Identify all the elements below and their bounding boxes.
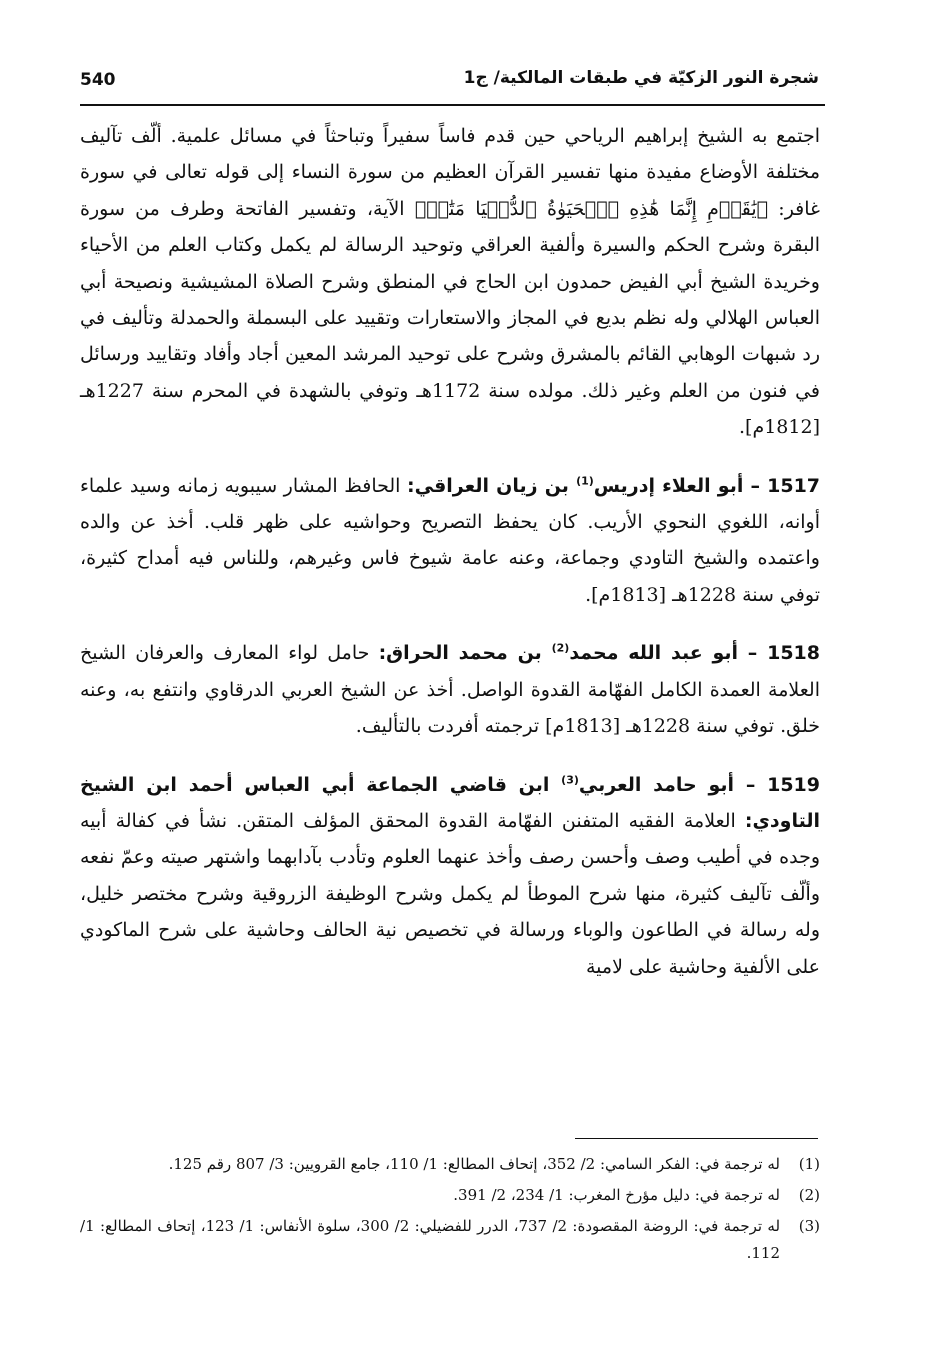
entry-heading-rest: بن محمد الحراق: — [378, 642, 552, 665]
entry-1518 — [80, 635, 820, 744]
main-text — [80, 118, 820, 985]
running-title: شجرة النور الزكيّة في طبقات المالكية/ ج1 — [463, 68, 819, 88]
page-number: 540 — [80, 70, 116, 90]
entry-heading-rest: ابن قاضي الجماعة أبي العباس أحمد ابن الشيخ التاودي: — [80, 773, 820, 832]
footnote-2 — [80, 1182, 820, 1209]
footnote-number: (1) — [798, 1155, 820, 1173]
footnote-text: له ترجمة في: دليل مؤرخ المغرب: 1/ 234، 2/ 391. — [453, 1186, 780, 1204]
entry-heading-name: 1519 – أبو حامد العربي — [578, 773, 820, 796]
entry-text: الحافظ المشار سيبويه زمانه وسيد علماء أوانه، اللغوي النحوي الأريب. كان يحفظ التصريح وحواشيه على ظهر قلب. أخذ عن والده واعتمده والشيخ التاودي وجماعة، وعنه عامة شيوخ فاس وغيرهم، وللناس فيه أمداح كثيرة، توفي سنة 1228هـ [1813م]. — [80, 474, 820, 606]
footnote-3 — [80, 1213, 820, 1267]
footnote-ref: (2) — [551, 641, 570, 655]
footnote-ref: (1) — [576, 474, 594, 488]
footnotes — [80, 1151, 820, 1271]
footnote-ref: (3) — [561, 773, 579, 787]
footnote-rule — [575, 1138, 818, 1139]
entry-1519 — [80, 767, 820, 985]
entry-heading-name: 1518 – أبو عبد الله محمد — [569, 642, 820, 665]
entry-text: حامل لواء المعارف والعرفان الشيخ العلامة العمدة الكامل الفهّامة القدوة الواصل. أخذ عن الشيخ العربي الدرقاوي وانتفع به، وعنه خلق. توفي سنة 1228هـ [1813م] ترجمته أفردت بالتأليف. — [80, 642, 820, 738]
footnote-1 — [80, 1151, 820, 1178]
footnote-number: (2) — [798, 1186, 820, 1204]
footnote-text: له ترجمة في: الفكر السامي: 2/ 352، إتحاف المطالع: 1/ 110، جامع القرويين: 3/ 807 رقم 125. — [168, 1155, 780, 1173]
entry-heading-rest: بن زيان العراقي: — [407, 474, 577, 497]
header-rule — [80, 104, 825, 106]
entry-text: العلامة الفقيه المتفنن الفهّامة القدوة المحقق المؤلف المتقن. نشأ في كفالة أبيه وجده في أطيب وصف وأحسن رصف وأخذ عنهما العلوم وتأدب بآدابهما واشتهر صيته وعمّ نفعه وألّف تآليف كثيرة، منها شرح الموطأ لم يكمل وشرح الوظيفة الزروقية وشرح مختصر خليل، وله رسالة في الطاعون والوباء ورسالة في تخصيص نية الحالف وحاشية على شرح الماكودي على الألفية وحاشية على لامية — [80, 809, 820, 978]
page-header — [80, 70, 819, 104]
entry-heading — [379, 642, 820, 664]
intro-paragraph: اجتمع به الشيخ إبراهيم الرياحي حين قدم فاساً سفيراً وتباحثاً في مسائل علمية. ألّف تآليف مختلفة الأوضاع مفيدة منها تفسير القرآن العظيم من سورة النساء إلى قوله تعالى في سورة غافر: ﴿يَٰقَوۡمِ إِنَّمَا هَٰذِهِ ٱلۡحَيَوٰةُ ٱلدُّنۡيَا مَتَٰعٞ﴾ الآية، وتفسير الفاتحة وطرف من سورة البقرة وشرح الحكم والسيرة وألفية العراقي وتوحيد الرسالة لم يكمل وكتاب العلم من الأحياء وخريدة الشيخ أبي الفيض حمدون ابن الحاج في المنطق وشرح الصلاة المشيشية ونصيحة أبي العباس الهلالي وله نظم بديع في المجاز والاستعارات وتقييد على البسملة والحمدلة وتأليف في رد شبهات الوهابي القائم بالمشرق وشرح على توحيد المرشد المعين أجاد وأفاد وتقاييد ورسائل في فنون من العلم وغير ذلك. مولده سنة 1172هـ وتوفي بالشهدة في المحرم سنة 1227هـ [1812م]. — [80, 125, 820, 439]
entry-heading — [407, 475, 820, 497]
footnote-number: (3) — [798, 1217, 820, 1235]
entry-heading-name: 1517 – أبو العلاء إدريس — [593, 474, 821, 497]
entry-1517 — [80, 468, 820, 614]
footnote-text: له ترجمة في: الروضة المقصودة: 2/ 737، الدرر للفضيلي: 2/ 300، سلوة الأنفاس: 1/ 123، إتحاف المطالع: 1/ 112. — [80, 1217, 781, 1262]
